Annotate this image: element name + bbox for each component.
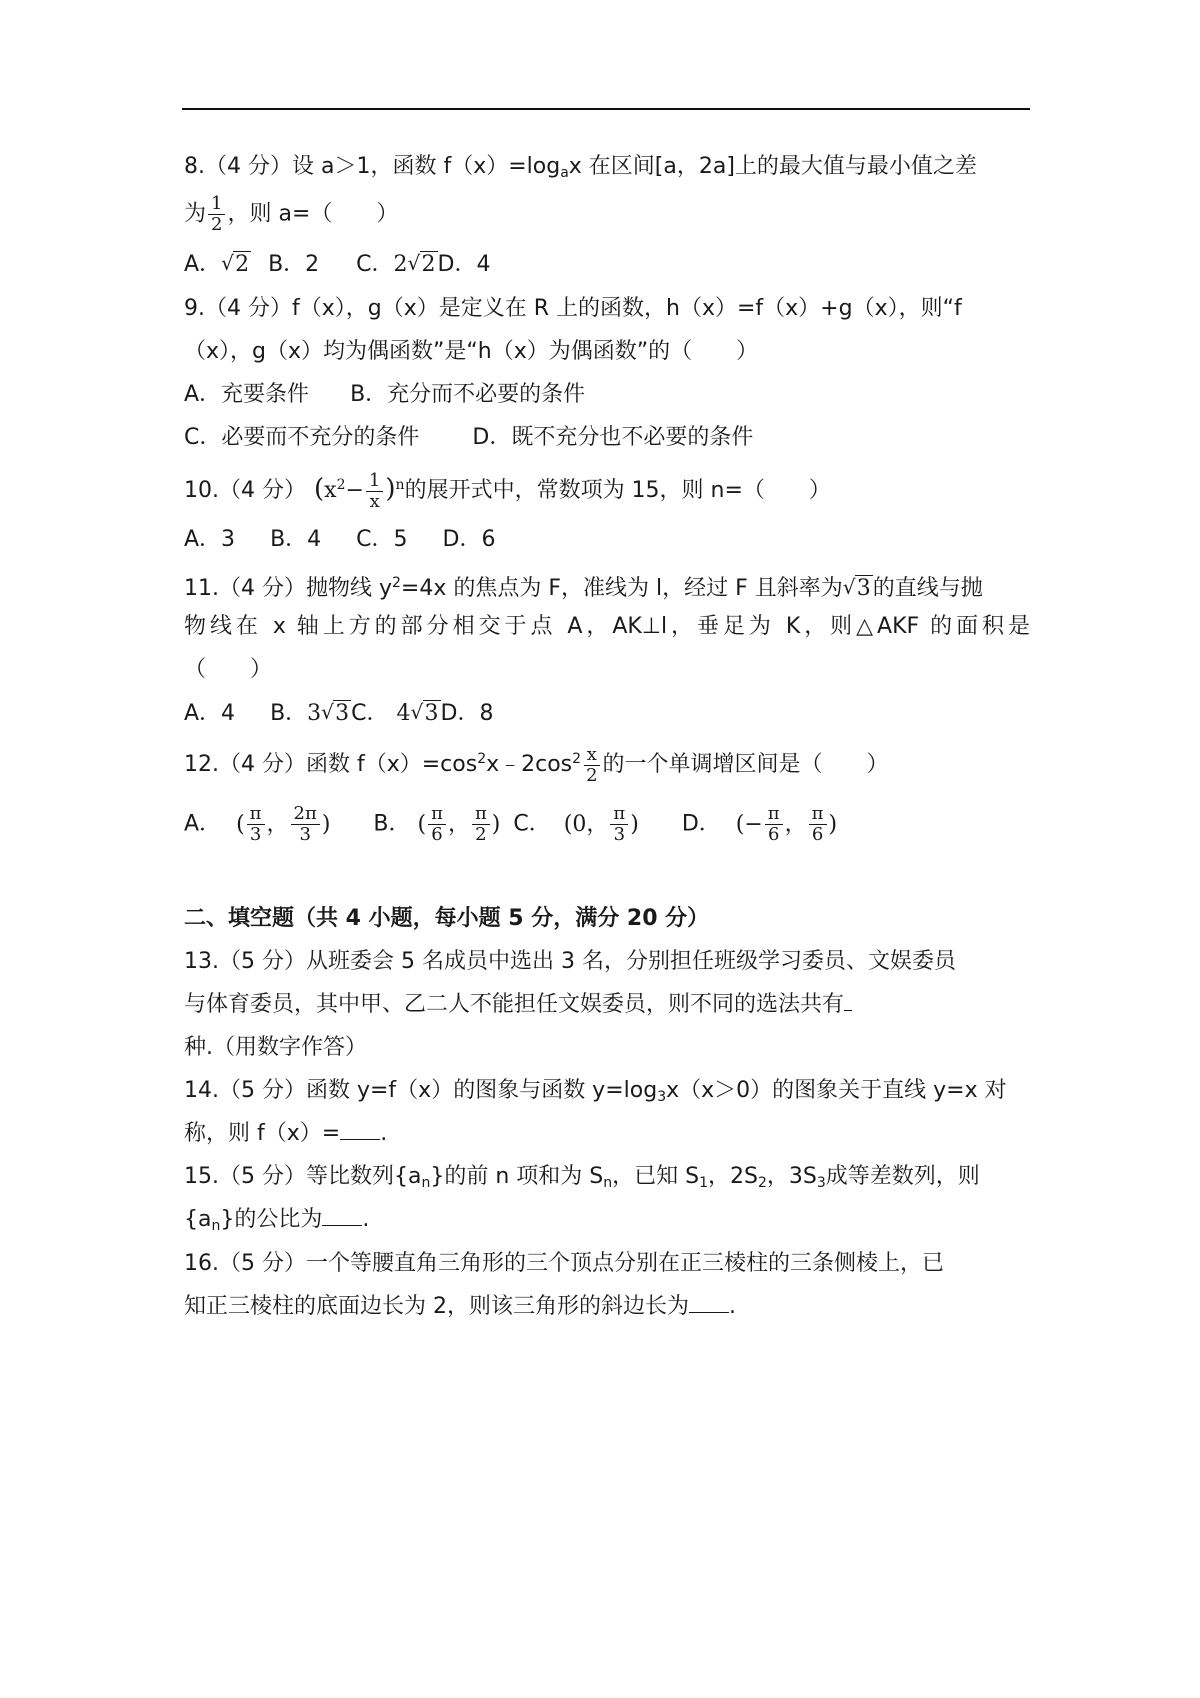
question-16-line-1: 16.（5 分）一个等腰直角三角形的三个顶点分别在正三棱柱的三条侧棱上，已 bbox=[184, 1251, 944, 1276]
question-11-line-1: 11.（4 分）抛物线 $y^2=4x$ 的焦点为 F，准线为 l，经过 F 且斜率为 √ 3的直线与抛 bbox=[184, 568, 1030, 604]
question-9-options-cd: C．必要而不充分的条件 D．既不充分也不必要的条件 bbox=[184, 425, 754, 450]
option-d: D． (− $\frac{\pi}{6}$ ， $\frac{\pi}{6}$ ) bbox=[681, 803, 838, 845]
question-11-options: A．4 B．3 √ 3C． 4 √ 3D．8 bbox=[184, 699, 1030, 729]
question-13-line-1: 13.（5 分）从班委会 5 名成员中选出 3 名，分别担任班级学习委员、文娱委员 bbox=[184, 949, 956, 974]
question-13-line-3: 种.（用数字作答） bbox=[184, 1035, 367, 1060]
sqrt-symbol: √ 3 bbox=[321, 700, 350, 726]
sqrt-symbol: √ 2 bbox=[221, 251, 250, 277]
question-15-line-1: 15.（5 分）等比数列$\{a_n\}$的前 n 项和为 $S_n$，已知 $S_1$，$2S_2$，$3S_3$成等差数列，则 bbox=[184, 1164, 980, 1191]
question-14-line-1: 14.（5 分）函数 y=f（x）的图象与函数 $y=\log_3x(x>0)$的图象关于直线 y=x 对 bbox=[184, 1078, 1007, 1105]
question-9-line-1: 9.（4 分）f（x），g（x）是定义在 R 上的函数，h（x）=f（x）+g（x），则“f bbox=[184, 296, 962, 321]
sqrt-symbol: √ 3 bbox=[410, 700, 439, 726]
question-16-line-2: 知正三棱柱的底面边长为 2，则该三角形的斜边长为 . bbox=[184, 1294, 736, 1319]
question-9-options-ab: A．充要条件 B．充分而不必要的条件 bbox=[184, 382, 586, 407]
question-12-line-1: 12.（4 分）函数 $f(x)=\cos^2x﹣2\cos^2$ $\frac{x}{2}$ 的一个单调增区间是（ ） bbox=[184, 743, 889, 786]
question-11-line-3: （ ） bbox=[184, 657, 273, 682]
option-b: B． ( $\frac{\pi}{6}$ ， $\frac{\pi}{2}$ ) bbox=[373, 803, 501, 845]
question-13-line-2: 与体育委员，其中甲、乙二人不能担任文娱委员，则不同的选法共有 bbox=[184, 990, 1030, 1020]
question-8-options: A． √ 2 B．2 C．2 √ 2D．4 bbox=[184, 250, 1030, 280]
section-2-heading: 二、填空题（共 4 小题，每小题 5 分，满分 20 分） bbox=[184, 906, 710, 931]
option-c: C． (0， $\frac{\pi}{3}$ ) bbox=[513, 803, 639, 845]
question-9-line-2: （x），g（x）均为偶函数”是“h（x）为偶函数”的（ ） bbox=[184, 339, 759, 364]
question-15-line-2: $\{a_n\}$的公比为 . bbox=[184, 1207, 370, 1234]
question-12-options bbox=[184, 804, 1030, 845]
fraction-one-half: $\frac{1}{2}$ bbox=[208, 194, 225, 235]
header-rule bbox=[182, 108, 1030, 110]
option-a: A． ( $\frac{\pi}{3}$ ， $\frac{2\pi}{3}$ ) bbox=[184, 803, 331, 845]
answer-blank[interactable] bbox=[322, 1205, 362, 1226]
sqrt-symbol: √ 2 bbox=[407, 251, 436, 277]
question-10-options: A．3 B．4 C．5 D．6 bbox=[184, 527, 496, 552]
answer-blank[interactable] bbox=[689, 1292, 729, 1313]
question-8-line-2: 为 $\frac{1}{2}$ ，则 a=（ ） bbox=[184, 193, 399, 235]
question-10-line-1: 10.（4 分） ($x^2-$ $\frac{1}{x}$ )$^n$的展开式中，常数项为 15，则 n=（ ） bbox=[184, 469, 831, 512]
binomial-expression: ($x^2-$ $\frac{1}{x}$ )$^n$ bbox=[313, 469, 405, 512]
question-14-line-2: 称，则 f（x）= . bbox=[184, 1121, 388, 1146]
sqrt-symbol: √ 3 bbox=[842, 575, 871, 601]
answer-blank[interactable] bbox=[844, 990, 852, 1011]
question-11-line-2: 物线在 x 轴上方的部分相交于点 A，AK⊥l，垂足为 K，则△AKF 的面积是 bbox=[184, 614, 1030, 639]
question-8-line-1: 8.（4 分）设 a＞1，函数 $f(x)=\log_ax$ 在区间[a，2a]上的最大值与最小值之差 bbox=[184, 154, 977, 181]
answer-blank[interactable] bbox=[340, 1119, 380, 1140]
